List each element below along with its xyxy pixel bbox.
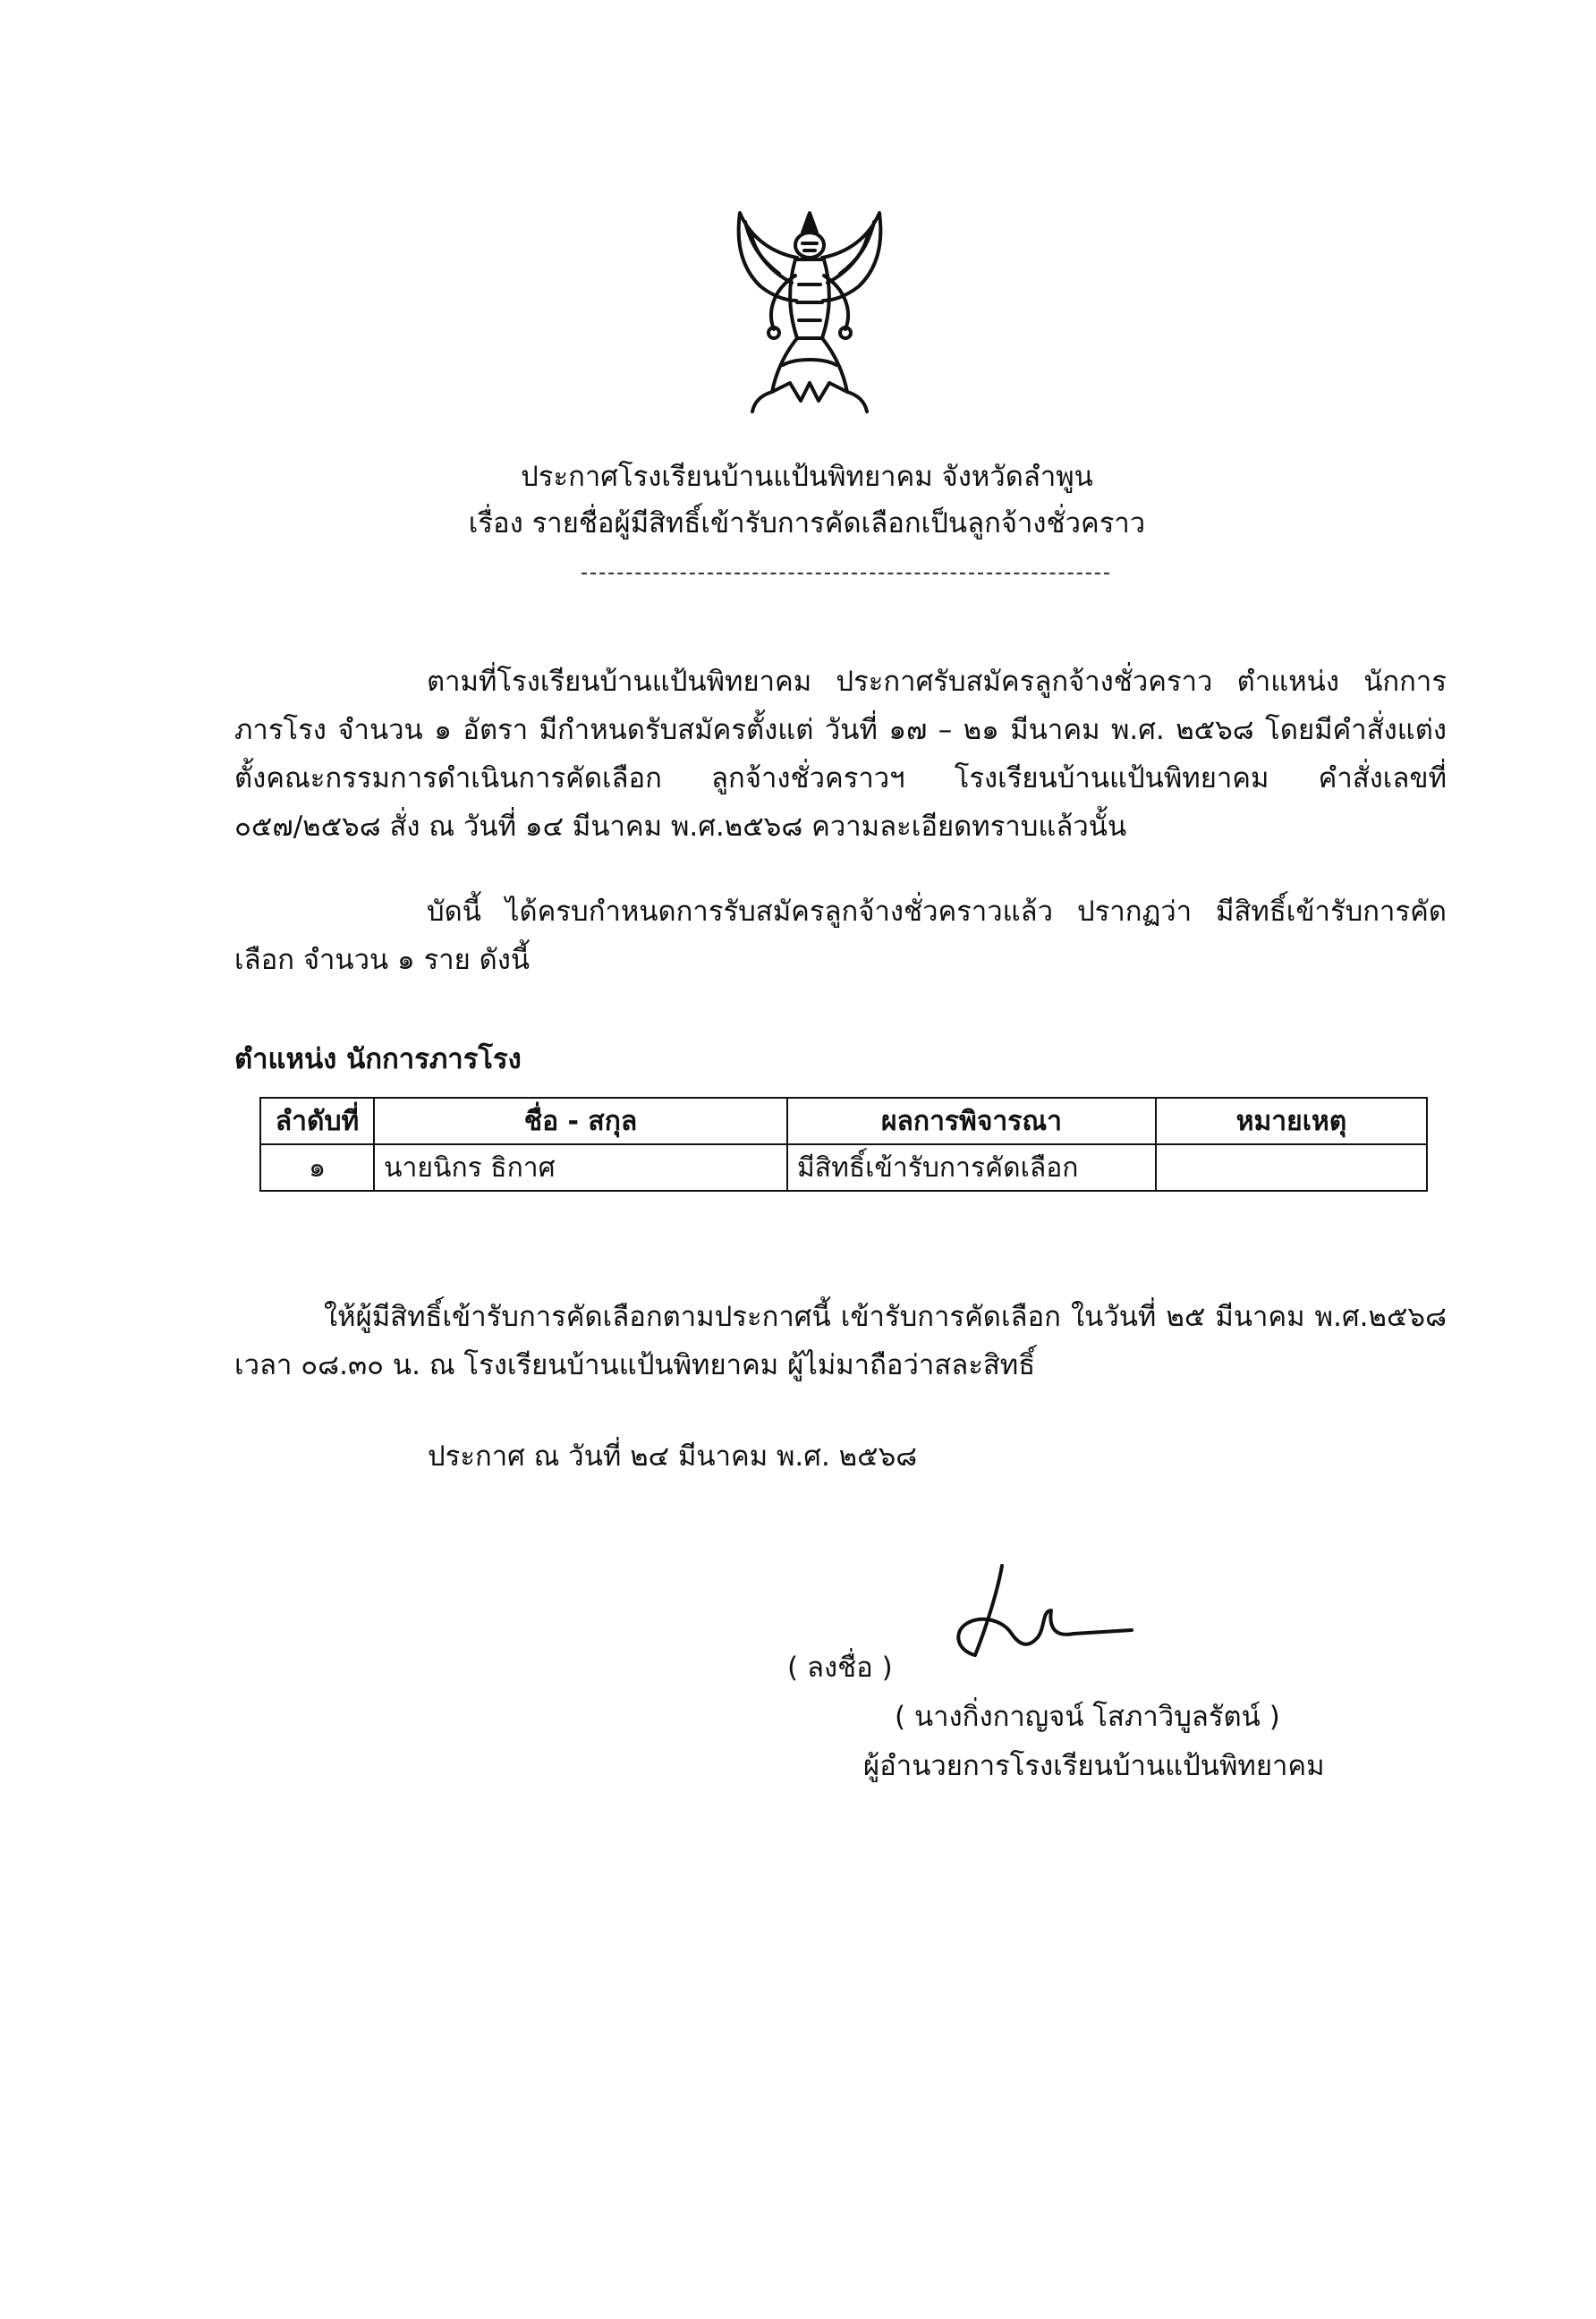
signatory-name: ( นางกิ่งกาญจน์ โสภาวิบูลรัตน์ ) [895,1701,1280,1733]
table-header-row [260,1098,1427,1144]
paragraph-result-summary: บัดนี้ ได้ครบกำหนดการรับสมัครลูกจ้างชั่วคราวแล้ว ปรากฏว่า มีสิทธิ์เข้ารับการคัดเลือก จำนวน ๑ ราย ดังนี้ [234,896,1447,976]
signed-label: ( ลงชื่อ ) [787,1652,893,1684]
table-row [260,1144,1427,1191]
column-header-name: ชื่อ - สกุล [374,1098,787,1144]
paragraph-background: ตามที่โรงเรียนบ้านแป้นพิทยาคม ประกาศรับสมัครลูกจ้างชั่วคราว ตำแหน่ง นักการภารโรง จำนวน ๑ อัตรา มีกำหนดรับสมัครตั้งแต่ วันที่ ๑๗ – ๒๑ มีนาคม พ.ศ. ๒๕๖๘ โดยมีคำสั่งแต่งตั้งคณะกรรมการดำเนินการคัดเลือก ลูกจ้างชั่วคราวฯ โรงเรียนบ้านแป้นพิทยาคม คำสั่งเลขที่ ๐๕๗/๒๕๖๘ สั่ง ณ วันที่ ๑๔ มีนาคม พ.ศ.๒๕๖๘ ความละเอียดทราบแล้วนั้น [234,666,1447,843]
paragraph-selection-schedule: ให้ผู้มีสิทธิ์เข้ารับการคัดเลือกตามประกาศนี้ เข้ารับการคัดเลือก ในวันที่ ๒๕ มีนาคม พ.ศ.๒๕๖๘ เวลา ๐๘.๓๐ น. ณ โรงเรียนบ้านแป้นพิทยาคม ผู้ไม่มาถือว่าสละสิทธิ์ [234,1301,1447,1381]
position-label: ตำแหน่ง นักการภารโรง [234,1043,522,1075]
announcement-title: ประกาศโรงเรียนบ้านแป้นพิทยาคม จังหวัดลำพูน [521,461,1093,493]
handwritten-signature-icon [948,1548,1136,1673]
announcement-date: ประกาศ ณ วันที่ ๒๔ มีนาคม พ.ศ. ๒๕๖๘ [428,1440,918,1473]
garuda-emblem-icon [720,204,899,419]
column-header-remark: หมายเหตุ [1156,1098,1427,1144]
cell-result: มีสิทธิ์เข้ารับการคัดเลือก [787,1144,1156,1191]
candidate-table [259,1097,1428,1192]
cell-order: ๑ [260,1144,374,1191]
cell-remark [1156,1144,1427,1191]
signatory-title: ผู้อำนวยการโรงเรียนบ้านแป้นพิทยาคม [863,1750,1325,1782]
column-header-order: ลำดับที่ [260,1098,374,1144]
dashed-divider [582,573,1109,574]
announcement-subject: เรื่อง รายชื่อผู้มีสิทธิ์เข้ารับการคัดเลือกเป็นลูกจ้างชั่วคราว [468,507,1146,539]
column-header-result: ผลการพิจารณา [787,1098,1156,1144]
cell-name: นายนิกร ธิกาศ [374,1144,787,1191]
